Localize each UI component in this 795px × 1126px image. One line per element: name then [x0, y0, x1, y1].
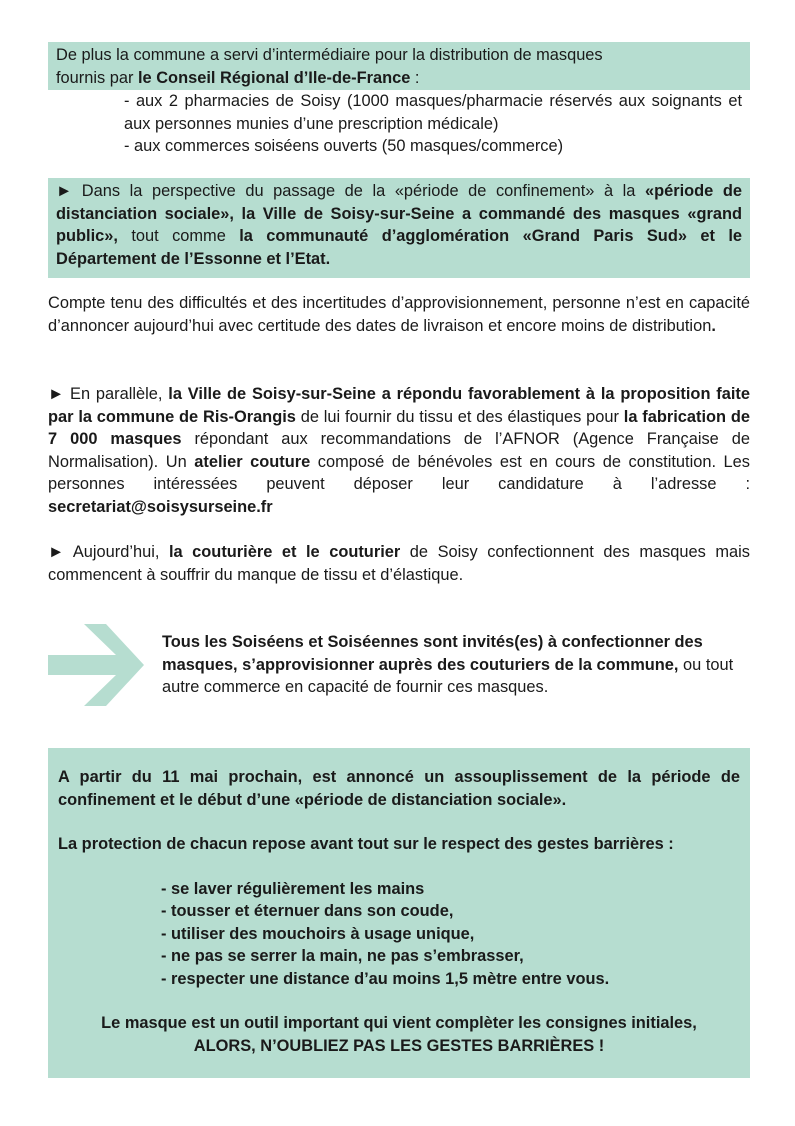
conseil-regional: le Conseil Régional d’Ile-de-France	[138, 68, 411, 87]
para3-text-2: de lui fournir du tissu et des élastiques pour	[295, 407, 624, 426]
para3-bold-2: la fabrication de 7 000 masques	[48, 407, 750, 448]
para4-text-1: ► Aujourd’hui,	[48, 543, 169, 561]
para4-text-2: de Soisy confectionnent des masques mais commencent à souffrir du manque de tissu et d’élastique.	[48, 543, 750, 584]
geste-item: - tousser et éternuer dans son coude,	[161, 902, 454, 920]
box2-masque: Le masque est un outil important qui vient complèter les consignes initiales,	[101, 1014, 697, 1032]
email-address[interactable]: secretariat@soisysurseine.fr	[48, 497, 273, 516]
box-distanciation-text	[56, 180, 742, 270]
para3-bold-1: la Ville de Soisy-sur-Seine a répondu favorablement à la proposition faite par la commune de Ris-Orangis	[48, 385, 750, 426]
geste-item: - utiliser des mouchoirs à usage unique,	[161, 924, 475, 943]
intro-list-item-pharmacies: - aux 2 pharmacies de Soisy (1000 masques/pharmacie réservés aux soignants et aux personnes munies d’une prescription médicale)	[124, 92, 742, 133]
intro-highlight	[48, 42, 750, 90]
paragraph-approvisionnement	[48, 292, 750, 337]
box1-bold-2: la communauté d’agglomération «Grand Paris Sud» et le Département de l’Essonne et l’Etat.	[56, 227, 742, 268]
box1-text-1: ► Dans la perspective du passage de la «période de confinement» à la	[56, 182, 645, 200]
intro-line-2	[56, 67, 742, 90]
para3-text-4: composé de bénévoles est en cours de constitution. Les personnes intéressées peuvent déposer leur candidature à l’adresse :	[48, 452, 750, 493]
arrow-right-icon	[48, 624, 144, 706]
box2-alors: ALORS, N’OUBLIEZ PAS LES GESTES BARRIÈRES !	[193, 1036, 605, 1055]
box2-intro: A partir du 11 mai prochain, est annoncé un assouplissement de la période de confinement et le début d’une «période de distanciation sociale».	[58, 768, 740, 809]
para2-text: Compte tenu des difficultés et des incertitudes d’approvisionnement, personne n’est en capacité d’annoncer aujourd’hui avec certitude des dates de livraison et encore moins de distribution	[48, 294, 750, 335]
box2-protection: La protection de chacun repose avant tout sur le respect des gestes barrières :	[58, 835, 674, 853]
intro-line-2-pre: fournis par	[56, 68, 138, 87]
invitation-bold: Tous les Soiséens et Soiséennes sont invités(es) à confectionner des masques, s’approvisionner auprès des couturiers de la commune,	[162, 633, 703, 674]
para3-text-1: ► En parallèle,	[48, 385, 169, 403]
spacer	[58, 856, 740, 878]
geste-item: - respecter une distance d’au moins 1,5 mètre entre vous.	[161, 969, 610, 988]
para3-bold-3: atelier couture	[194, 452, 311, 471]
invitation-text	[162, 631, 750, 699]
para4-bold-1: la couturière et le couturier	[168, 543, 401, 561]
invitation-normal: ou tout autre commerce en capacité de fournir ces masques.	[162, 655, 734, 696]
intro-section	[48, 42, 750, 158]
box1-bold-1: «période de distanciation sociale», la Ville de Soisy-sur-Seine a commandé des masques «grand public»,	[56, 182, 742, 245]
box1-text-2: tout comme	[117, 227, 240, 245]
gestes-list	[58, 878, 740, 991]
intro-list	[48, 90, 750, 158]
arrow-svg	[48, 624, 144, 706]
paragraph-ris-orangis	[48, 383, 750, 518]
intro-line-2-post: :	[410, 68, 420, 87]
intro-list-item-commerces: - aux commerces soiséens ouverts (50 masques/commerce)	[124, 137, 564, 155]
para2-end: .	[711, 316, 716, 335]
box-gestes-barrieres	[48, 748, 750, 1078]
geste-item: - ne pas se serrer la main, ne pas s’embrasser,	[161, 947, 524, 965]
spacer	[58, 811, 740, 833]
intro-line-1: De plus la commune a servi d’intermédiaire pour la distribution de masques	[56, 46, 603, 64]
arrow-shape	[48, 624, 144, 706]
paragraph-couturiers	[48, 541, 750, 586]
box-distanciation	[48, 178, 750, 278]
geste-item: - se laver régulièrement les mains	[161, 879, 425, 898]
spacer	[58, 990, 740, 1012]
para3-text-3: répondant aux recommandations de l’AFNOR (Agence Française de Normalisation). Un	[48, 430, 750, 471]
